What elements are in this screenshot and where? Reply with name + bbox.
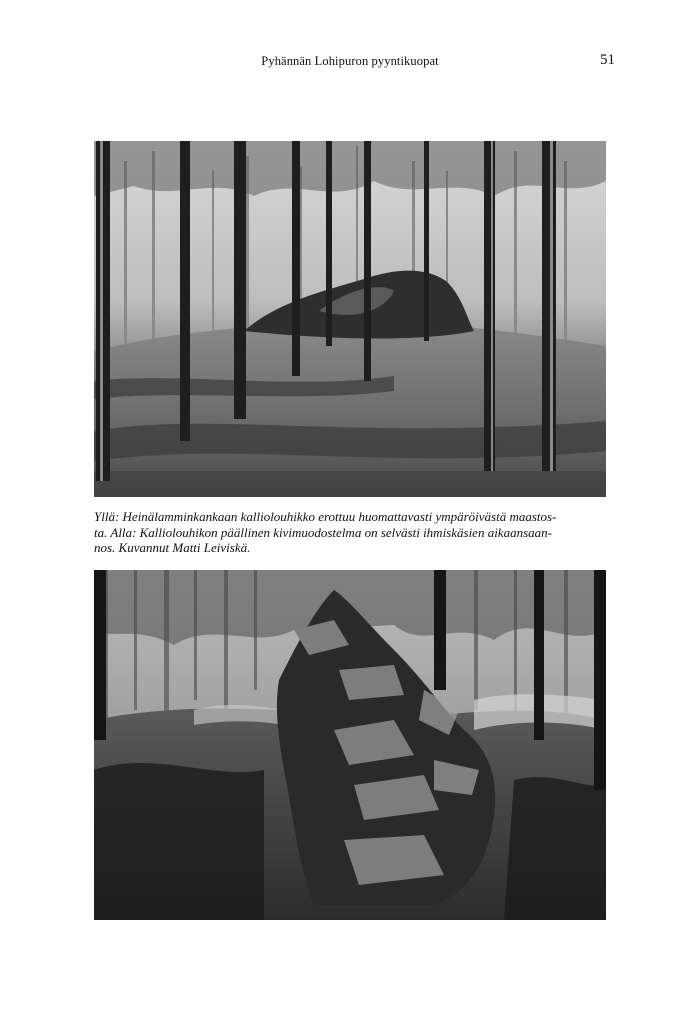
photo-stone-cairn-icon [94,570,606,920]
caption-line: Yllä: Heinälamminkankaan kalliolouhikko erottuu huomattavasti ympäröivästä maastos- [94,509,557,524]
photo-stone-cairn [94,570,606,920]
caption-line: nos. Kuvannut Matti Leiviskä. [94,540,251,555]
running-head-title: Pyhännän Lohipuron pyyntikuopat [261,54,439,68]
photo-forest-rock-outcrop-icon [94,141,606,497]
figure-caption [94,509,606,556]
page-number: 51 [600,52,615,68]
caption-line: ta. Alla: Kalliolouhikon päällinen kivimuodostelma on selvästi ihmiskäsien aikaansaan- [94,524,552,540]
photo-forest-rock-outcrop [94,141,606,497]
